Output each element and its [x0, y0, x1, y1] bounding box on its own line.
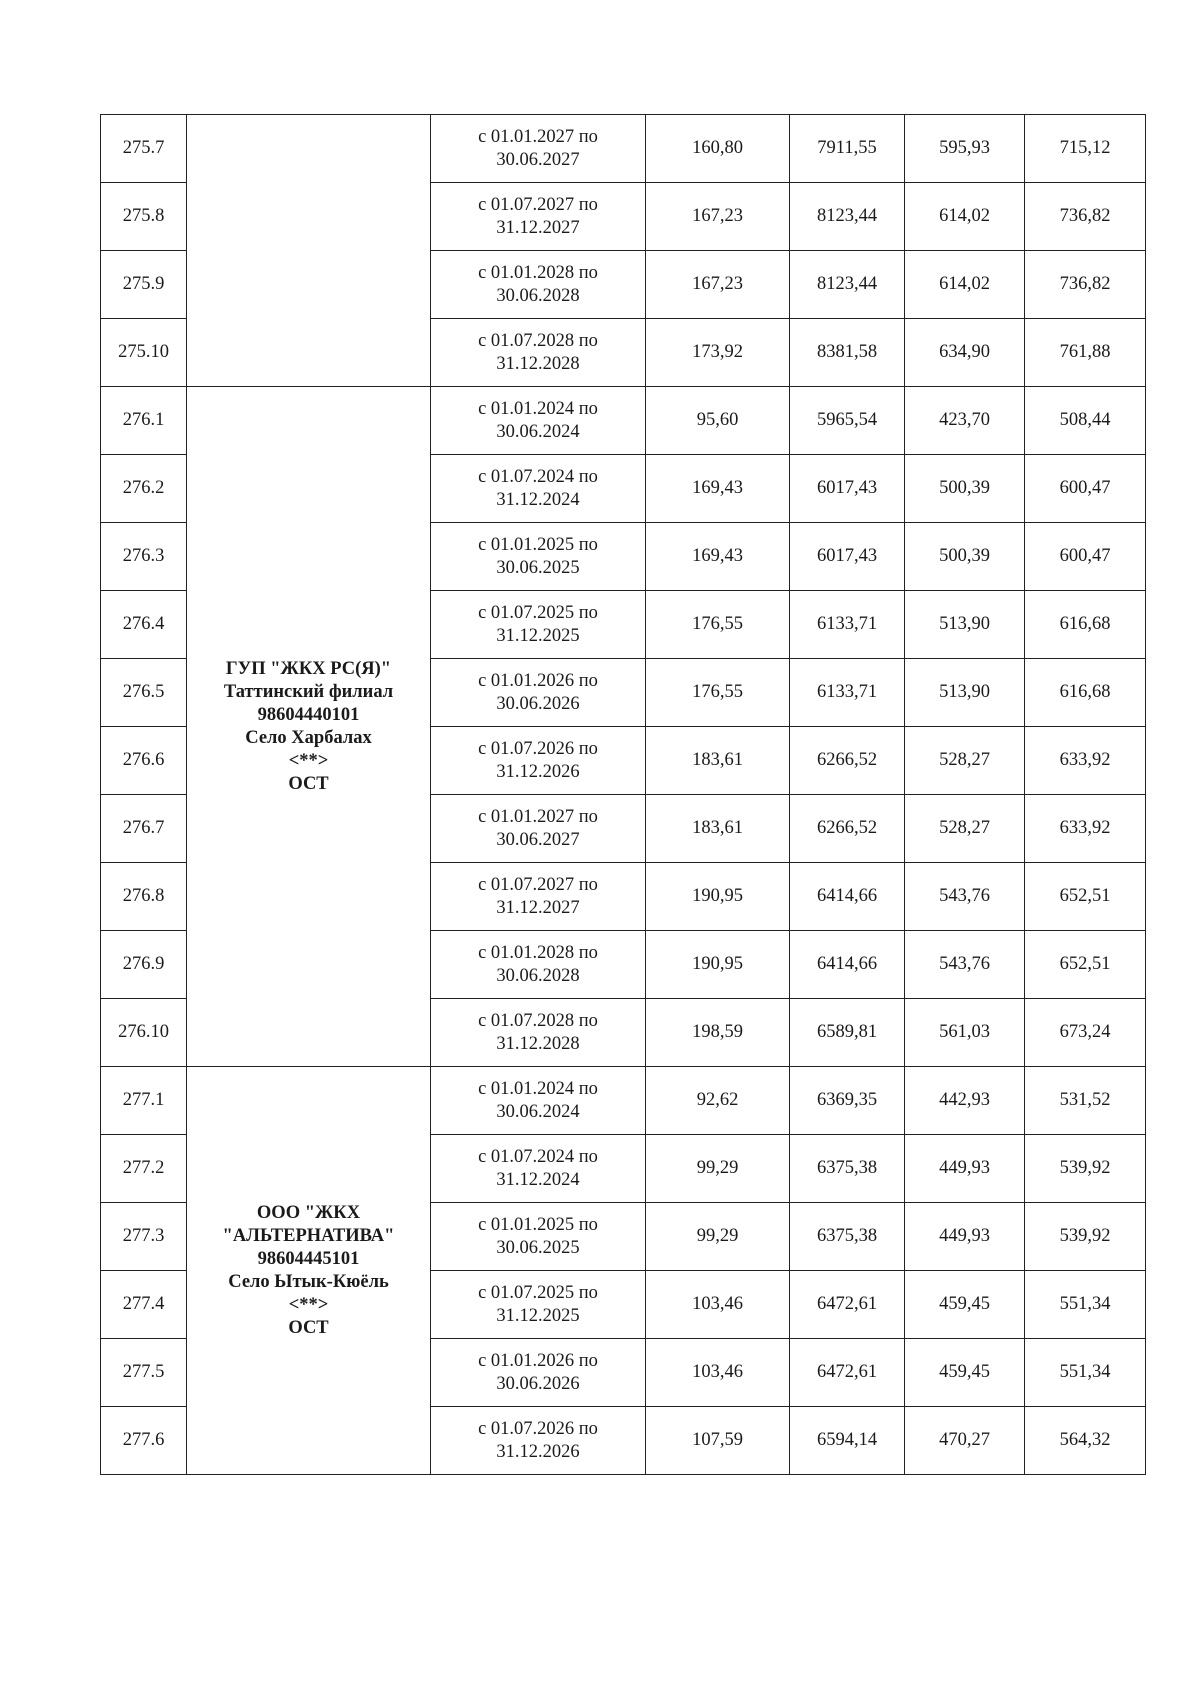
period-start: с 01.07.2025 по	[478, 602, 598, 623]
period-end: 30.06.2028	[496, 965, 580, 986]
value-cell-1: 176,55	[646, 591, 790, 659]
period-cell	[431, 591, 646, 659]
value-cell-2: 8381,58	[790, 319, 905, 387]
value-cell-1: 190,95	[646, 931, 790, 999]
period-start: с 01.01.2026 по	[478, 670, 598, 691]
period-start: с 01.01.2028 по	[478, 942, 598, 963]
value-cell-1: 103,46	[646, 1339, 790, 1407]
value-cell-4: 736,82	[1025, 251, 1146, 319]
period-cell	[431, 999, 646, 1067]
value-cell-1: 107,59	[646, 1407, 790, 1475]
period-cell	[431, 115, 646, 183]
organization-line: 98604445101	[257, 1248, 360, 1269]
period-cell	[431, 183, 646, 251]
value-cell-1: 173,92	[646, 319, 790, 387]
value-cell-2: 6375,38	[790, 1135, 905, 1203]
value-cell-1: 183,61	[646, 795, 790, 863]
period-end: 30.06.2026	[496, 693, 580, 714]
period-cell	[431, 727, 646, 795]
value-cell-2: 6594,14	[790, 1407, 905, 1475]
period-start: с 01.07.2024 по	[478, 1146, 598, 1167]
period-start: с 01.01.2025 по	[478, 534, 598, 555]
value-cell-1: 169,43	[646, 523, 790, 591]
row-number-cell: 276.7	[101, 795, 187, 863]
value-cell-3: 595,93	[905, 115, 1025, 183]
value-cell-4: 600,47	[1025, 455, 1146, 523]
organization-line: "АЛЬТЕРНАТИВА"	[222, 1225, 395, 1246]
period-end: 31.12.2026	[496, 1441, 580, 1462]
period-start: с 01.01.2027 по	[478, 126, 598, 147]
row-number-cell: 277.4	[101, 1271, 187, 1339]
period-end: 31.12.2024	[496, 489, 580, 510]
organization-line: Таттинский филиал	[223, 681, 394, 702]
value-cell-4: 616,68	[1025, 659, 1146, 727]
value-cell-4: 551,34	[1025, 1271, 1146, 1339]
organization-cell	[187, 1067, 431, 1475]
value-cell-1: 99,29	[646, 1135, 790, 1203]
value-cell-4: 600,47	[1025, 523, 1146, 591]
value-cell-1: 103,46	[646, 1271, 790, 1339]
row-number-cell: 277.3	[101, 1203, 187, 1271]
value-cell-3: 500,39	[905, 523, 1025, 591]
organization-line: 98604440101	[257, 704, 360, 725]
organization-line: ГУП "ЖКХ РС(Я)"	[225, 658, 392, 679]
value-cell-2: 6375,38	[790, 1203, 905, 1271]
tariff-table	[100, 114, 1146, 1475]
value-cell-1: 167,23	[646, 251, 790, 319]
value-cell-3: 561,03	[905, 999, 1025, 1067]
period-end: 31.12.2024	[496, 1169, 580, 1190]
row-number-cell: 275.7	[101, 115, 187, 183]
value-cell-2: 6133,71	[790, 591, 905, 659]
row-number-cell: 277.2	[101, 1135, 187, 1203]
period-cell	[431, 1271, 646, 1339]
value-cell-3: 459,45	[905, 1339, 1025, 1407]
value-cell-3: 449,93	[905, 1135, 1025, 1203]
period-cell	[431, 387, 646, 455]
organization-line: ООО "ЖКХ	[256, 1202, 361, 1223]
value-cell-3: 614,02	[905, 251, 1025, 319]
value-cell-1: 95,60	[646, 387, 790, 455]
value-cell-4: 736,82	[1025, 183, 1146, 251]
period-end: 30.06.2024	[496, 421, 580, 442]
period-cell	[431, 523, 646, 591]
value-cell-2: 5965,54	[790, 387, 905, 455]
value-cell-4: 761,88	[1025, 319, 1146, 387]
period-cell	[431, 1407, 646, 1475]
period-end: 31.12.2026	[496, 761, 580, 782]
period-start: с 01.07.2026 по	[478, 738, 598, 759]
row-number-cell: 275.9	[101, 251, 187, 319]
value-cell-4: 633,92	[1025, 727, 1146, 795]
period-start: с 01.07.2027 по	[478, 874, 598, 895]
value-cell-2: 6017,43	[790, 523, 905, 591]
organization-cell	[187, 387, 431, 1067]
value-cell-4: 633,92	[1025, 795, 1146, 863]
value-cell-2: 6472,61	[790, 1271, 905, 1339]
tariff-table-body	[101, 115, 1146, 1475]
period-cell	[431, 863, 646, 931]
value-cell-1: 190,95	[646, 863, 790, 931]
value-cell-2: 6266,52	[790, 795, 905, 863]
period-end: 30.06.2025	[496, 1237, 580, 1258]
value-cell-1: 167,23	[646, 183, 790, 251]
organization-cell	[187, 115, 431, 387]
row-number-cell: 276.2	[101, 455, 187, 523]
period-start: с 01.01.2028 по	[478, 262, 598, 283]
value-cell-4: 531,52	[1025, 1067, 1146, 1135]
period-start: с 01.01.2027 по	[478, 806, 598, 827]
period-end: 31.12.2027	[496, 217, 580, 238]
value-cell-2: 8123,44	[790, 183, 905, 251]
value-cell-2: 6472,61	[790, 1339, 905, 1407]
period-start: с 01.01.2024 по	[478, 1078, 598, 1099]
period-cell	[431, 931, 646, 999]
period-cell	[431, 319, 646, 387]
value-cell-3: 528,27	[905, 727, 1025, 795]
organization-line: Село Ытык-Кюёль	[228, 1271, 389, 1292]
period-cell	[431, 251, 646, 319]
period-start: с 01.07.2027 по	[478, 194, 598, 215]
value-cell-2: 6266,52	[790, 727, 905, 795]
value-cell-4: 539,92	[1025, 1203, 1146, 1271]
value-cell-2: 6017,43	[790, 455, 905, 523]
value-cell-3: 513,90	[905, 591, 1025, 659]
period-end: 30.06.2025	[496, 557, 580, 578]
period-start: с 01.01.2024 по	[478, 398, 598, 419]
row-number-cell: 276.6	[101, 727, 187, 795]
value-cell-4: 551,34	[1025, 1339, 1146, 1407]
value-cell-2: 6133,71	[790, 659, 905, 727]
organization-line: <**>	[288, 1294, 329, 1315]
row-number-cell: 276.5	[101, 659, 187, 727]
organization-line: ОСТ	[288, 1317, 329, 1338]
period-start: с 01.01.2026 по	[478, 1350, 598, 1371]
value-cell-4: 715,12	[1025, 115, 1146, 183]
period-cell	[431, 795, 646, 863]
row-number-cell: 275.8	[101, 183, 187, 251]
table-row	[101, 115, 1146, 183]
row-number-cell: 276.10	[101, 999, 187, 1067]
period-cell	[431, 659, 646, 727]
period-end: 31.12.2028	[496, 353, 580, 374]
row-number-cell: 276.3	[101, 523, 187, 591]
period-start: с 01.07.2026 по	[478, 1418, 598, 1439]
row-number-cell: 276.4	[101, 591, 187, 659]
period-end: 30.06.2026	[496, 1373, 580, 1394]
period-end: 30.06.2024	[496, 1101, 580, 1122]
value-cell-2: 6414,66	[790, 931, 905, 999]
period-start: с 01.07.2028 по	[478, 330, 598, 351]
value-cell-4: 652,51	[1025, 863, 1146, 931]
period-cell	[431, 1067, 646, 1135]
value-cell-4: 616,68	[1025, 591, 1146, 659]
value-cell-3: 543,76	[905, 863, 1025, 931]
period-cell	[431, 1339, 646, 1407]
row-number-cell: 276.8	[101, 863, 187, 931]
value-cell-3: 500,39	[905, 455, 1025, 523]
value-cell-3: 614,02	[905, 183, 1025, 251]
period-end: 31.12.2028	[496, 1033, 580, 1054]
value-cell-3: 543,76	[905, 931, 1025, 999]
period-end: 31.12.2027	[496, 897, 580, 918]
value-cell-1: 176,55	[646, 659, 790, 727]
value-cell-2: 7911,55	[790, 115, 905, 183]
value-cell-1: 169,43	[646, 455, 790, 523]
table-row	[101, 1067, 1146, 1135]
period-end: 31.12.2025	[496, 1305, 580, 1326]
period-start: с 01.07.2025 по	[478, 1282, 598, 1303]
period-cell	[431, 1135, 646, 1203]
value-cell-3: 513,90	[905, 659, 1025, 727]
period-end: 30.06.2027	[496, 829, 580, 850]
period-end: 30.06.2027	[496, 149, 580, 170]
value-cell-4: 652,51	[1025, 931, 1146, 999]
value-cell-1: 198,59	[646, 999, 790, 1067]
period-end: 30.06.2028	[496, 285, 580, 306]
value-cell-3: 459,45	[905, 1271, 1025, 1339]
value-cell-1: 99,29	[646, 1203, 790, 1271]
period-start: с 01.01.2025 по	[478, 1214, 598, 1235]
value-cell-4: 673,24	[1025, 999, 1146, 1067]
value-cell-3: 634,90	[905, 319, 1025, 387]
value-cell-3: 528,27	[905, 795, 1025, 863]
value-cell-2: 6414,66	[790, 863, 905, 931]
row-number-cell: 277.5	[101, 1339, 187, 1407]
value-cell-3: 442,93	[905, 1067, 1025, 1135]
organization-line: ОСТ	[288, 773, 329, 794]
period-cell	[431, 1203, 646, 1271]
value-cell-1: 92,62	[646, 1067, 790, 1135]
value-cell-4: 539,92	[1025, 1135, 1146, 1203]
row-number-cell: 276.1	[101, 387, 187, 455]
value-cell-3: 449,93	[905, 1203, 1025, 1271]
organization-line: <**>	[288, 750, 329, 771]
value-cell-3: 423,70	[905, 387, 1025, 455]
period-start: с 01.07.2028 по	[478, 1010, 598, 1031]
value-cell-1: 160,80	[646, 115, 790, 183]
row-number-cell: 276.9	[101, 931, 187, 999]
value-cell-2: 6589,81	[790, 999, 905, 1067]
period-cell	[431, 455, 646, 523]
organization-line: Село Харбалах	[245, 727, 372, 748]
value-cell-1: 183,61	[646, 727, 790, 795]
value-cell-3: 470,27	[905, 1407, 1025, 1475]
value-cell-2: 6369,35	[790, 1067, 905, 1135]
value-cell-2: 8123,44	[790, 251, 905, 319]
row-number-cell: 277.6	[101, 1407, 187, 1475]
table-row	[101, 387, 1146, 455]
value-cell-4: 508,44	[1025, 387, 1146, 455]
row-number-cell: 277.1	[101, 1067, 187, 1135]
row-number-cell: 275.10	[101, 319, 187, 387]
value-cell-4: 564,32	[1025, 1407, 1146, 1475]
period-end: 31.12.2025	[496, 625, 580, 646]
period-start: с 01.07.2024 по	[478, 466, 598, 487]
